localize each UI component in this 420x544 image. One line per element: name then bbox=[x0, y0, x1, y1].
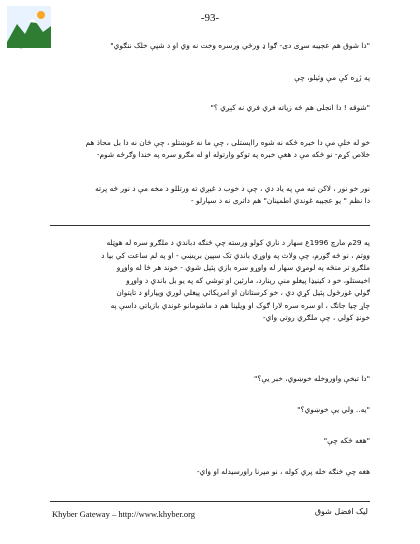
text-line: خلاص کړم- نو څکه مې د هغې خبره په توکو وارتوله او له مګرو سره په خندا وګرځه شوم- bbox=[96, 150, 370, 159]
text-line: نور خو نور ، لاکن تبه مې په یاد دي ، چې د خوب د غیږي ته ورتللو د مخه مې د نور څه پرته bbox=[95, 184, 370, 193]
paragraph bbox=[40, 435, 370, 447]
paragraph bbox=[40, 40, 370, 52]
paragraph bbox=[40, 72, 370, 84]
paragraph bbox=[40, 466, 370, 478]
logo-caption: Khyber.ORG bbox=[12, 43, 48, 49]
text-line: خونډ کولي ، چې ملګري روتي واي- bbox=[262, 313, 370, 322]
text-line: چاړ چیا جانګ ، او سره سره لارا ګوک او ویلینا هم د ماشومانو غوندي بازیاتي داسې په bbox=[110, 300, 370, 310]
paragraph bbox=[40, 237, 370, 325]
text-line: په 29م مارچ 1996ع سهار د ناري کولو ورسته چې څنګه دباندي د ملګرو سره له هوټله bbox=[106, 238, 370, 247]
text-line: اخیستلو، خو د کینیډا پیغلو منې رینارد، مارئین او توشي که په یو بل باندي د واوړو bbox=[126, 275, 370, 285]
text-line: په ژړه کې مې وئیلو، چې bbox=[294, 73, 370, 82]
paragraph bbox=[40, 102, 370, 114]
text-line: "هغه څکه چې" bbox=[323, 436, 370, 445]
text-line: دا نظم " یو عجیبه غوندي اطمینان" هم داتری نه د سپارلو - bbox=[191, 196, 370, 205]
text-line: ملګرو تر منځه په لومړي سهار له واوړو سره بازي پئیل شوي - خوند هر څا له واوړو bbox=[116, 263, 370, 272]
text-line: ووتم ، نو څه ګورم، چې ولاث په واوړي باندي تک سپین بریښي - او په لم ساعت کي بیا د bbox=[101, 250, 370, 260]
text-line: "دا تبخې واوروخله خوښوي، خبر یې؟" bbox=[254, 374, 370, 383]
footer-site: Khyber Gateway – http://www.khyber.org bbox=[52, 509, 196, 519]
text-line: "یه.. ولي یې خوښوي؟" bbox=[297, 405, 370, 414]
paragraph bbox=[40, 183, 370, 207]
section-divider bbox=[50, 225, 370, 226]
footer-divider bbox=[50, 501, 370, 502]
footer-author: لیک افضل شوق bbox=[314, 507, 368, 516]
text-line: خو له خلې مې دا خبره څکه نه شوه راایستلی ، چې ما نه غوښتلو ، چې څان نه دا بل محاذ هم bbox=[85, 138, 370, 147]
text-line: "شوقه ! دا انجلی هم څه زیاته فري فري نه کېږي ؟" bbox=[210, 103, 370, 112]
paragraph bbox=[40, 137, 370, 161]
paragraph bbox=[40, 404, 370, 416]
text-line: هغه چې څنګه خله پري کوله ، نو میرنا راورسیدله او واي- bbox=[196, 467, 370, 476]
paragraph bbox=[40, 373, 370, 385]
page-number: -93- bbox=[200, 12, 220, 24]
text-line: "دا شوق هم عجیبه سړی دی- ګوا ډ ورځي ورسره وخت نه وي او د شپې خلک ننګوي" bbox=[110, 41, 370, 50]
text-line: ګولي غورځول پئیل کړي دي ، خو کرستانان او امریکائي پیغلي لوري وییاراو د تایتوان bbox=[116, 288, 370, 297]
